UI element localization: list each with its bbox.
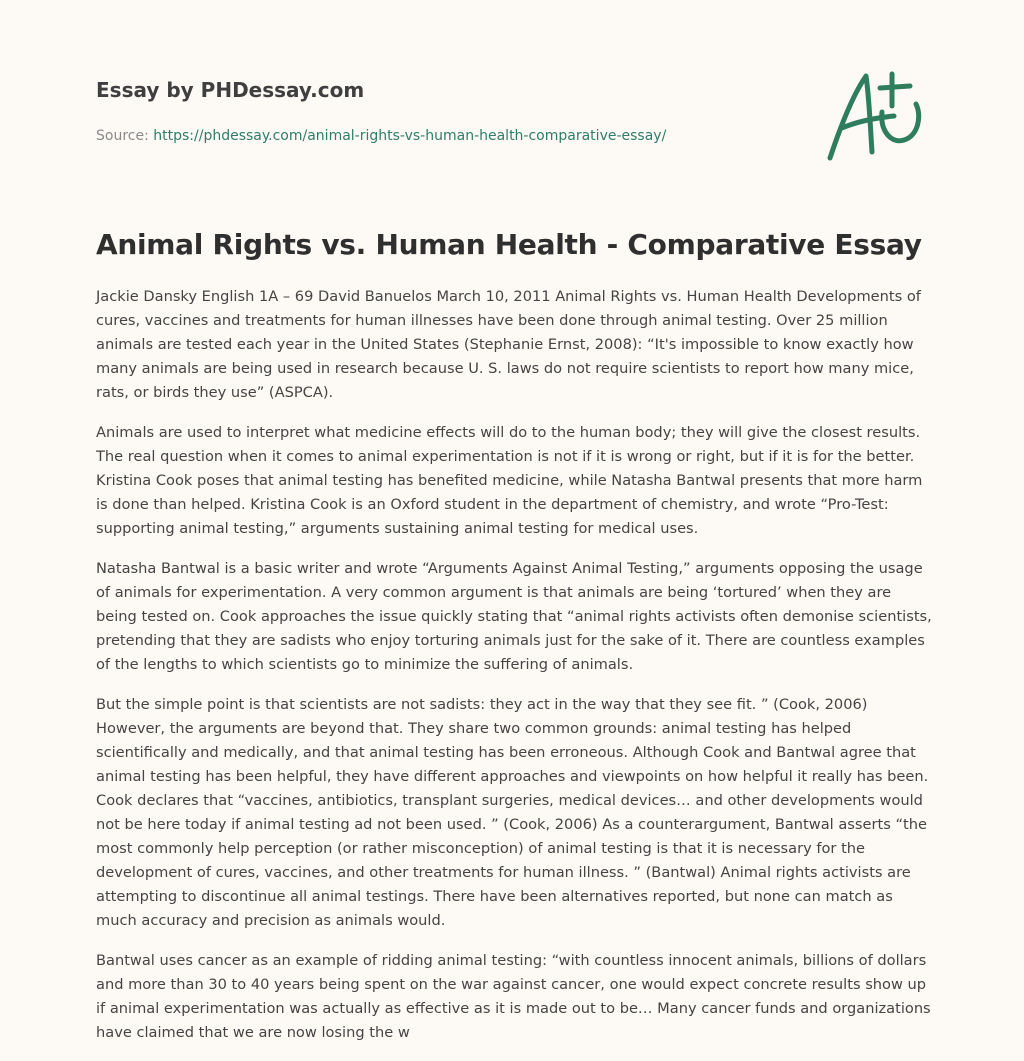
a-plus-icon [822, 66, 932, 166]
site-header [96, 76, 796, 146]
essay-paragraph: Jackie Dansky English 1A – 69 David Banuelos March 10, 2011 Animal Rights vs. Human Health Developments of cures, vaccines and treatments for human illnesses have been done through animal testing. Over 25 million animals are tested each year in the United States (Stephanie Ernst, 2008): “It's impossible to know exactly how many animals are being used in research because U. S. laws do not require scientists to report how many mice, rats, or birds they use” (ASPCA). [96, 288, 921, 401]
essay-body [96, 285, 932, 1061]
site-title: Essay by PHDessay.com [96, 78, 365, 102]
source-link[interactable]: https://phdessay.com/animal-rights-vs-human-health-comparative-essay/ [153, 128, 667, 144]
essay-paragraph: Natasha Bantwal is a basic writer and wrote “Arguments Against Animal Testing,” arguments opposing the usage of animals for experimentation. A very common argument is that animals are being ‘tortured’ when they are being tested on. Cook approaches the issue quickly stating that “animal rights activists often demonise scientists, pretending that they are sadists who enjoy torturing animals just for the sake of it. There are countless examples of the lengths to which scientists go to minimize the suffering of animals. [96, 560, 932, 673]
essay-paragraph: Animals are used to interpret what medicine effects will do to the human body; they will give the closest results. The real question when it comes to animal experimentation is not if it is wrong or right, but if it is for the better. Kristina Cook poses that animal testing has benefited medicine, while Natasha Bantwal presents that more harm is done than helped. Kristina Cook is an Oxford student in the department of chemistry, and wrote “Pro-Test: supporting animal testing,” arguments sustaining animal testing for medical uses. [96, 424, 923, 537]
essay-title: Animal Rights vs. Human Health - Comparative Essay [96, 228, 922, 261]
essay-paragraph: Bantwal uses cancer as an example of ridding animal testing: “with countless innocent animals, billions of dollars and more than 30 to 40 years being spent on the war against cancer, one would expect concrete results show up if animal experimentation was actually as effective as it is made out to be… Many cancer funds and organizations have claimed that we are now losing the w [96, 952, 931, 1041]
essay-paragraph: But the simple point is that scientists are not sadists: they act in the way that they see fit. ” (Cook, 2006) However, the arguments are beyond that. They share two common grounds: animal testing has helped scientifically and medically, and that animal testing has been erroneous. Although Cook and Bantwal agree that animal testing has been helpful, they have different approaches and viewpoints on how helpful it really has been. Cook declares that “vaccines, antibiotics, transplant surgeries, medical devices… and other developments would not be here today if animal testing ad not been used. ” (Cook, 2006) As a counterargument, Bantwal asserts “the most commonly help perception (or rather misconception) of animal testing is that it is necessary for the development of cures, vaccines, and other treatments for human illness. ” (Bantwal) Animal rights activists are attempting to discontinue all animal testings. There have been alternatives reported, but none can match as much accuracy and precision as animals would. [96, 696, 929, 929]
source-line [96, 126, 796, 146]
source-label: Source: [96, 128, 154, 144]
